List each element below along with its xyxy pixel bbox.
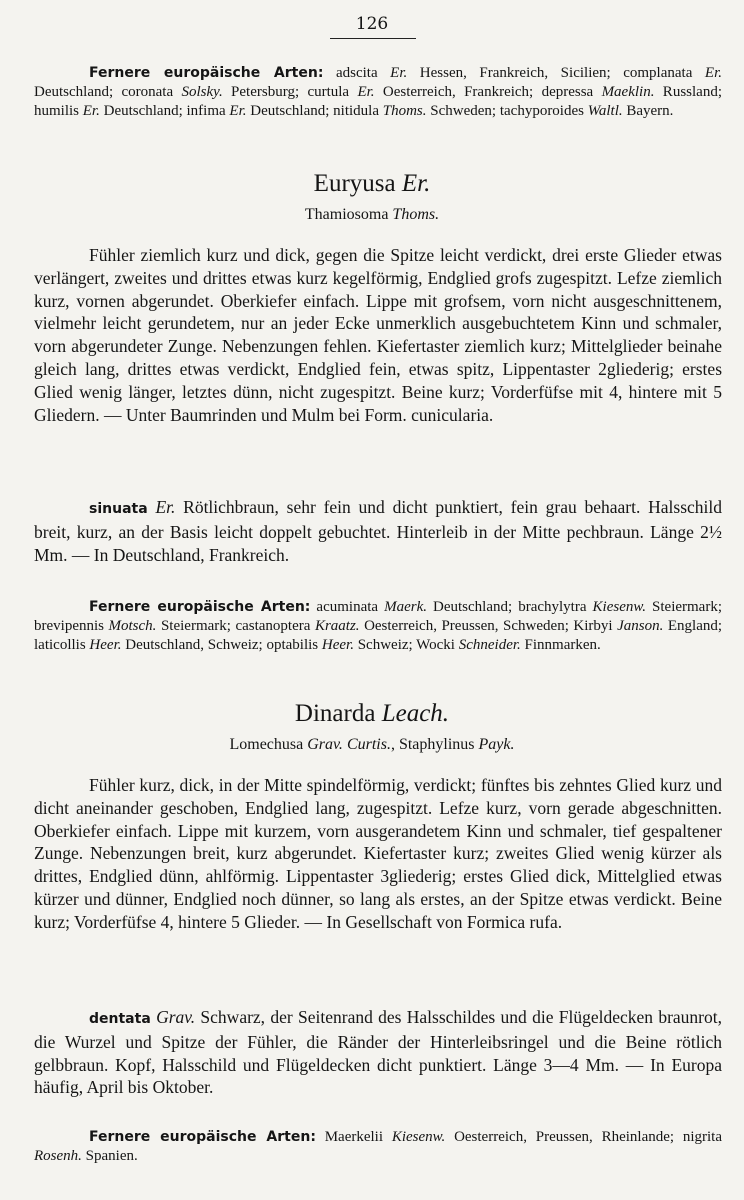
further-species-label: Fernere europäische Arten: bbox=[89, 599, 311, 615]
synonym-name: , Staphylinus bbox=[390, 736, 479, 753]
further-species-label: Fernere europäische Arten: bbox=[89, 1129, 316, 1145]
list-text: Oesterreich, Frankreich; depressa bbox=[374, 84, 602, 100]
author: Waltl. bbox=[587, 103, 623, 119]
author: Er. bbox=[704, 65, 722, 81]
further-species-list bbox=[34, 64, 722, 121]
author: Solsky. bbox=[181, 84, 223, 100]
genus-author: Leach. bbox=[381, 700, 450, 727]
list-text: acuminata bbox=[310, 599, 385, 615]
author: Er. bbox=[390, 65, 408, 81]
species-text: Rötlichbraun, sehr fein und dicht punktiert, fein grau behaart. Halsschild breit, kurz, an der Basis leicht doppelt gebuchtet. Hinterleib in der Mitte pechbraun. Länge 2½ Mm. — In Deutschland, Frankreich. bbox=[34, 497, 722, 565]
list-text: Russland; humilis bbox=[34, 84, 722, 119]
author: Kiesenw. bbox=[592, 599, 646, 615]
list-text: Maerkelii bbox=[315, 1129, 392, 1145]
genus-heading bbox=[0, 170, 744, 198]
author: Maerk. bbox=[384, 599, 427, 615]
page-number: 126 bbox=[355, 14, 389, 34]
list-text: Deutschland; infima bbox=[99, 103, 230, 119]
author: Maeklin. bbox=[601, 84, 655, 100]
author: Er. bbox=[229, 103, 247, 119]
genus-description: Fühler kurz, dick, in der Mitte spindelförmig, verdickt; fünftes bis zehntes Glied kurz und dicht aneinander geschoben, Endglied lang, zugespitzt. Lefze kurz, vorn gerade abgeschnitten. Oberkiefer einfach. Lippe mit kurzem, vorn ausgerandetem Kinn und schmaler, tief gespaltener Zunge. Nebenzungen breit, kurz abgerundet. Kiefertaster kurz; zweites Glied wenig kürzer als drittes, Endglied dünn, ahlförmig. Lippentaster 3gliederig; erstes Glied dick, Mittelglied etwas kürzer und dünner, Endglied noch dünner, so lang als erstes, an der Spitze etwas verdickt. Beine kurz; Vorderfüfse 4, hintere 5 Glieder. — In Gesellschaft von Formica rufa. bbox=[34, 775, 722, 932]
author: Heer. bbox=[89, 637, 122, 653]
list-text: Petersburg; curtula bbox=[222, 84, 358, 100]
genus-name: Euryusa bbox=[313, 170, 396, 197]
author: Er. bbox=[82, 103, 100, 119]
list-text: Deutschland; coronata bbox=[34, 84, 182, 100]
species-entry bbox=[34, 496, 722, 566]
list-text: Finnmarken. bbox=[520, 637, 601, 653]
author: Janson. bbox=[617, 618, 664, 634]
synonym-author: Grav. bbox=[307, 736, 343, 753]
list-text: Deutschland, Schweiz; optabilis bbox=[121, 637, 322, 653]
further-species-list bbox=[34, 1128, 722, 1166]
list-text: Oesterreich, Preussen, Schweden; Kirbyi bbox=[359, 618, 618, 634]
species-author: Er. bbox=[155, 497, 176, 517]
genus-synonyms bbox=[0, 736, 744, 754]
list-text: adscita bbox=[323, 65, 391, 81]
species-author: Grav. bbox=[156, 1007, 196, 1027]
author: Motsch. bbox=[108, 618, 157, 634]
author: Schneider. bbox=[458, 637, 521, 653]
list-text: Oesterreich, Preussen, Rheinlande; nigrita bbox=[445, 1129, 723, 1145]
author: Kraatz. bbox=[314, 618, 360, 634]
list-text: Spanien. bbox=[81, 1148, 138, 1164]
synonym-author: Payk. bbox=[478, 736, 515, 753]
species-name: sinuata bbox=[89, 501, 148, 517]
list-text: Steiermark; brevipennis bbox=[34, 599, 723, 634]
species-entry bbox=[34, 1006, 722, 1099]
genus-name: Dinarda bbox=[294, 700, 376, 727]
further-species-label: Fernere europäische Arten: bbox=[89, 65, 324, 81]
list-text: Steiermark; castanoptera bbox=[156, 618, 315, 634]
author: Rosenh. bbox=[34, 1148, 82, 1164]
author: Thoms. bbox=[382, 103, 427, 119]
synonym-author: Curtis. bbox=[346, 736, 391, 753]
synonym-author: Thoms. bbox=[392, 206, 440, 223]
species-text: Schwarz, der Seitenrand des Halsschildes und die Flügeldecken braunrot, die Wurzel und Spitze der Fühler, die Ränder der Hinterleibsringel und die Beine rötlich gelbbraun. Kopf, Halsschild und Flügeldecken dicht punktiert. Länge 3—4 Mm. — In Europa häufig, April bis Oktober. bbox=[34, 1007, 722, 1098]
further-species-list bbox=[34, 598, 722, 655]
author: Er. bbox=[357, 84, 375, 100]
list-text: Deutschland; brachylytra bbox=[427, 599, 593, 615]
synonym-name: Thamiosoma bbox=[304, 206, 389, 223]
genus-synonyms bbox=[0, 206, 744, 224]
species-name: dentata bbox=[89, 1011, 151, 1027]
list-text: England; laticollis bbox=[34, 618, 723, 653]
list-text: Bayern. bbox=[622, 103, 674, 119]
genus-description: Fühler ziemlich kurz und dick, gegen die Spitze leicht verdickt, drei erste Glieder etwas verlängert, zweites und drittes etwas kurz kegelförmig, Endglied grofs zugespitzt. Lefze ziemlich kurz, vornen abgerundet. Oberkiefer einfach. Lippe mit grofsem, vorn nicht ausgeschnittenem, vielmehr leicht gerundetem, nur an jeder Ecke unmerklich ausgebuchtetem Kinn und schmaler, vorn abgerundeter Zunge. Nebenzungen fehlen. Kiefertaster ziemlich kurz; Mittelglieder beinahe gleich lang, drittes etwas verdickt, Endglied fein, etwas spitz, Lippentaster 2gliederig; erstes Glied wenig länger, letztes dünn, nicht zugespitzt. Beine kurz; Vorderfüfse mit 4, hintere mit 5 Gliedern. — Unter Baumrinden und Mulm bei Form. cunicularia. bbox=[34, 245, 722, 425]
list-text: Schweiz; Wocki bbox=[353, 637, 459, 653]
genus-heading bbox=[0, 700, 744, 728]
author: Kiesenw. bbox=[391, 1129, 446, 1145]
author: Heer. bbox=[321, 637, 354, 653]
list-text: Deutschland; nitidula bbox=[246, 103, 383, 119]
genus-author: Er. bbox=[401, 170, 431, 197]
list-text: Schweden; tachyporoides bbox=[426, 103, 588, 119]
list-text: Hessen, Frankreich, Sicilien; complanata bbox=[407, 65, 705, 81]
header-rule bbox=[330, 38, 416, 39]
synonym-name: Lomechusa bbox=[229, 736, 308, 753]
